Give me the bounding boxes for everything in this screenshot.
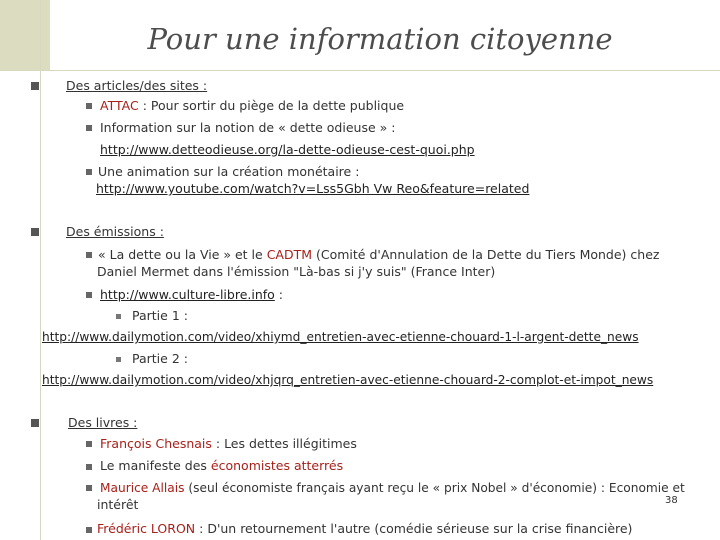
bullet-icon xyxy=(86,441,92,447)
bullet-icon xyxy=(86,125,92,131)
bullet-icon xyxy=(86,103,92,109)
item-text: « La dette ou la Vie » et le xyxy=(98,247,267,262)
part2-label: Partie 2 : xyxy=(132,351,188,366)
link-dailymotion-part1[interactable]: http://www.dailymotion.com/video/xhiymd_entretien-avec-etienne-chouard-1-l-argent-dette_news xyxy=(42,330,639,344)
list-item-info-text: Information sur la notion de « dette odieuse » : xyxy=(100,120,396,135)
bullet-icon xyxy=(86,527,92,533)
bullet-icon xyxy=(86,485,92,491)
link-dailymotion-part2[interactable]: http://www.dailymotion.com/video/xhjqrq_entretien-avec-etienne-chouard-2-complot-et-impot_news xyxy=(42,373,654,387)
list-item-continuation: Daniel Mermet dans l'émission "Là-bas si j'y suis" (France Inter) xyxy=(97,264,496,279)
economistes-atterres[interactable]: économistes atterrés xyxy=(210,458,344,473)
list-item-chesnais xyxy=(100,436,357,452)
part1-label: Partie 1 : xyxy=(132,308,188,323)
bullet-icon xyxy=(31,82,39,90)
slide-title: Pour une information citoyenne xyxy=(147,22,613,56)
author-allais[interactable]: Maurice Allais xyxy=(100,481,185,495)
attac-label[interactable]: ATTAC xyxy=(100,98,139,113)
item-text: : D'un retournement l'autre (comédie sérieuse sur la crise financière) xyxy=(195,521,633,536)
item-text: : Les dettes illégitimes xyxy=(211,436,357,451)
list-item-culture-libre xyxy=(100,287,283,303)
bullet-icon xyxy=(86,169,92,175)
page-number: 38 xyxy=(665,495,678,506)
list-item-loron xyxy=(97,521,632,537)
list-item-allais xyxy=(100,480,685,496)
list-item-allais-continuation: intérêt xyxy=(97,497,139,512)
attac-text: : Pour sortir du piège de la dette publique xyxy=(138,98,405,113)
author-loron[interactable]: Frédéric LORON xyxy=(97,521,196,536)
decorative-line-horizontal xyxy=(0,70,720,71)
section-heading-livres: Des livres : xyxy=(68,415,138,430)
section-heading-emissions: Des émissions : xyxy=(66,224,164,239)
link-culture-libre[interactable]: http://www.culture-libre.info xyxy=(100,287,275,302)
item-text: Le manifeste des xyxy=(100,458,211,473)
decorative-line-vertical xyxy=(40,0,41,540)
list-item-la-dette-ou-la-vie xyxy=(98,247,659,263)
bullet-icon xyxy=(86,464,92,470)
bullet-icon xyxy=(86,292,92,298)
list-item-manifeste xyxy=(100,458,343,474)
link-youtube[interactable]: http://www.youtube.com/watch?v=Lss5Gbh Vw Reo&feature=related xyxy=(96,181,530,196)
section-heading-articles: Des articles/des sites : xyxy=(66,78,208,93)
item-text: (seul économiste français ayant reçu le « prix Nobel » d'économie) : Economie et xyxy=(184,481,685,495)
cadtm-label[interactable]: CADTM xyxy=(266,247,313,262)
list-item-attac xyxy=(100,98,404,114)
bullet-icon xyxy=(31,228,39,236)
bullet-icon xyxy=(116,357,121,362)
item-text: (Comité d'Annulation de la Dette du Tiers Monde) chez xyxy=(312,247,660,262)
link-detteodieuse[interactable]: http://www.detteodieuse.org/la-dette-odieuse-cest-quoi.php xyxy=(100,142,475,157)
bullet-icon xyxy=(86,252,92,258)
author-chesnais[interactable]: François Chesnais xyxy=(100,436,212,451)
list-item-animation-text: Une animation sur la création monétaire : xyxy=(98,164,360,179)
bullet-icon xyxy=(116,314,121,319)
bullet-icon xyxy=(31,419,39,427)
item-text: : xyxy=(274,287,283,302)
